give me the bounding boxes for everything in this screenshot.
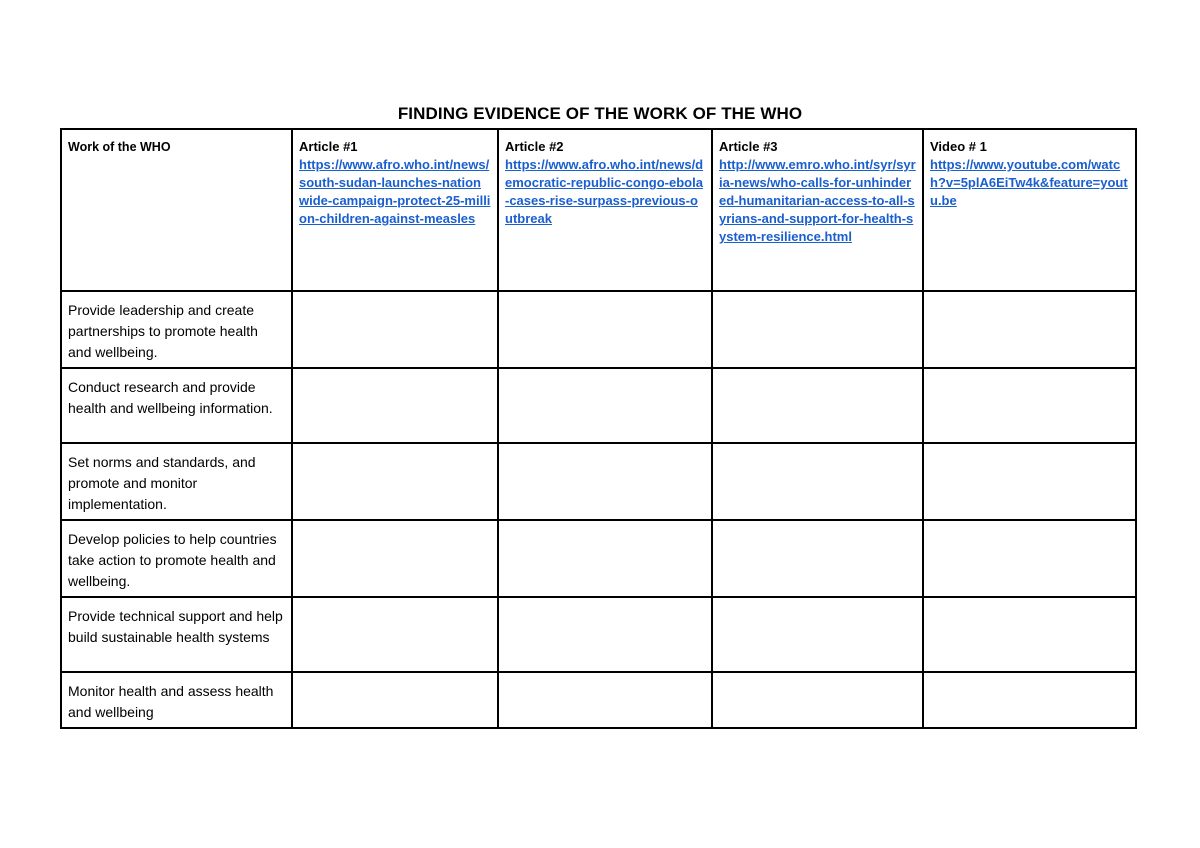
- work-cell: [61, 597, 292, 672]
- work-column-label: Work of the WHO: [68, 140, 171, 154]
- table-row: [61, 672, 1136, 728]
- work-label: Develop policies to help countries take action to promote health and wellbeing.: [68, 531, 277, 589]
- work-cell: [61, 443, 292, 520]
- evidence-cell-article-1[interactable]: [292, 597, 498, 672]
- table-row: [61, 597, 1136, 672]
- article-2-link[interactable]: https://www.afro.who.int/news/democratic-republic-congo-ebola-cases-rise-surpass-previous-outbreak: [505, 157, 704, 226]
- evidence-cell-video-1[interactable]: [923, 368, 1136, 443]
- work-cell: [61, 672, 292, 728]
- header-cell-article-1: [292, 129, 498, 291]
- work-label: Provide technical support and help build sustainable health systems: [68, 608, 283, 645]
- header-cell-video-1: [923, 129, 1136, 291]
- evidence-cell-article-1[interactable]: [292, 672, 498, 728]
- table-header-row: [61, 129, 1136, 291]
- header-cell-article-3: [712, 129, 923, 291]
- evidence-cell-article-1[interactable]: [292, 520, 498, 597]
- table-row: [61, 443, 1136, 520]
- evidence-cell-article-3[interactable]: [712, 597, 923, 672]
- work-label: Conduct research and provide health and wellbeing information.: [68, 379, 273, 416]
- evidence-cell-article-2[interactable]: [498, 520, 712, 597]
- page-title: FINDING EVIDENCE OF THE WORK OF THE WHO: [397, 104, 803, 123]
- header-cell-work: [61, 129, 292, 291]
- header-cell-article-2: [498, 129, 712, 291]
- work-cell: [61, 520, 292, 597]
- evidence-cell-article-1[interactable]: [292, 443, 498, 520]
- evidence-cell-article-2[interactable]: [498, 597, 712, 672]
- work-label: Set norms and standards, and promote and monitor implementation.: [68, 454, 256, 512]
- evidence-cell-article-2[interactable]: [498, 291, 712, 368]
- evidence-cell-video-1[interactable]: [923, 291, 1136, 368]
- evidence-cell-video-1[interactable]: [923, 672, 1136, 728]
- evidence-cell-article-3[interactable]: [712, 672, 923, 728]
- table-row: [61, 368, 1136, 443]
- evidence-cell-video-1[interactable]: [923, 443, 1136, 520]
- video-1-link[interactable]: https://www.youtube.com/watch?v=5plA6EiTw4k&feature=youtu.be: [930, 157, 1128, 208]
- evidence-cell-article-3[interactable]: [712, 368, 923, 443]
- evidence-cell-article-3[interactable]: [712, 291, 923, 368]
- evidence-cell-article-3[interactable]: [712, 520, 923, 597]
- article-3-link[interactable]: http://www.emro.who.int/syr/syria-news/who-calls-for-unhindered-humanitarian-access-to-all-syrians-and-support-for-health-system-resilience.html: [719, 157, 916, 244]
- table-row: [61, 520, 1136, 597]
- evidence-table: [60, 128, 1137, 729]
- evidence-cell-video-1[interactable]: [923, 520, 1136, 597]
- evidence-cell-article-2[interactable]: [498, 672, 712, 728]
- article-1-label: Article #1: [299, 139, 358, 154]
- video-1-label: Video # 1: [930, 139, 987, 154]
- article-3-label: Article #3: [719, 139, 778, 154]
- article-1-link[interactable]: https://www.afro.who.int/news/south-sudan-launches-nationwide-campaign-protect-25-million-children-against-measles: [299, 157, 491, 226]
- evidence-cell-article-1[interactable]: [292, 368, 498, 443]
- evidence-cell-article-3[interactable]: [712, 443, 923, 520]
- work-label: Provide leadership and create partnerships to promote health and wellbeing.: [68, 302, 258, 360]
- work-label: Monitor health and assess health and wellbeing: [68, 683, 274, 720]
- work-cell: [61, 291, 292, 368]
- evidence-cell-article-2[interactable]: [498, 368, 712, 443]
- article-2-label: Article #2: [505, 139, 564, 154]
- evidence-cell-article-2[interactable]: [498, 443, 712, 520]
- work-cell: [61, 368, 292, 443]
- table-row: [61, 291, 1136, 368]
- evidence-cell-video-1[interactable]: [923, 597, 1136, 672]
- evidence-cell-article-1[interactable]: [292, 291, 498, 368]
